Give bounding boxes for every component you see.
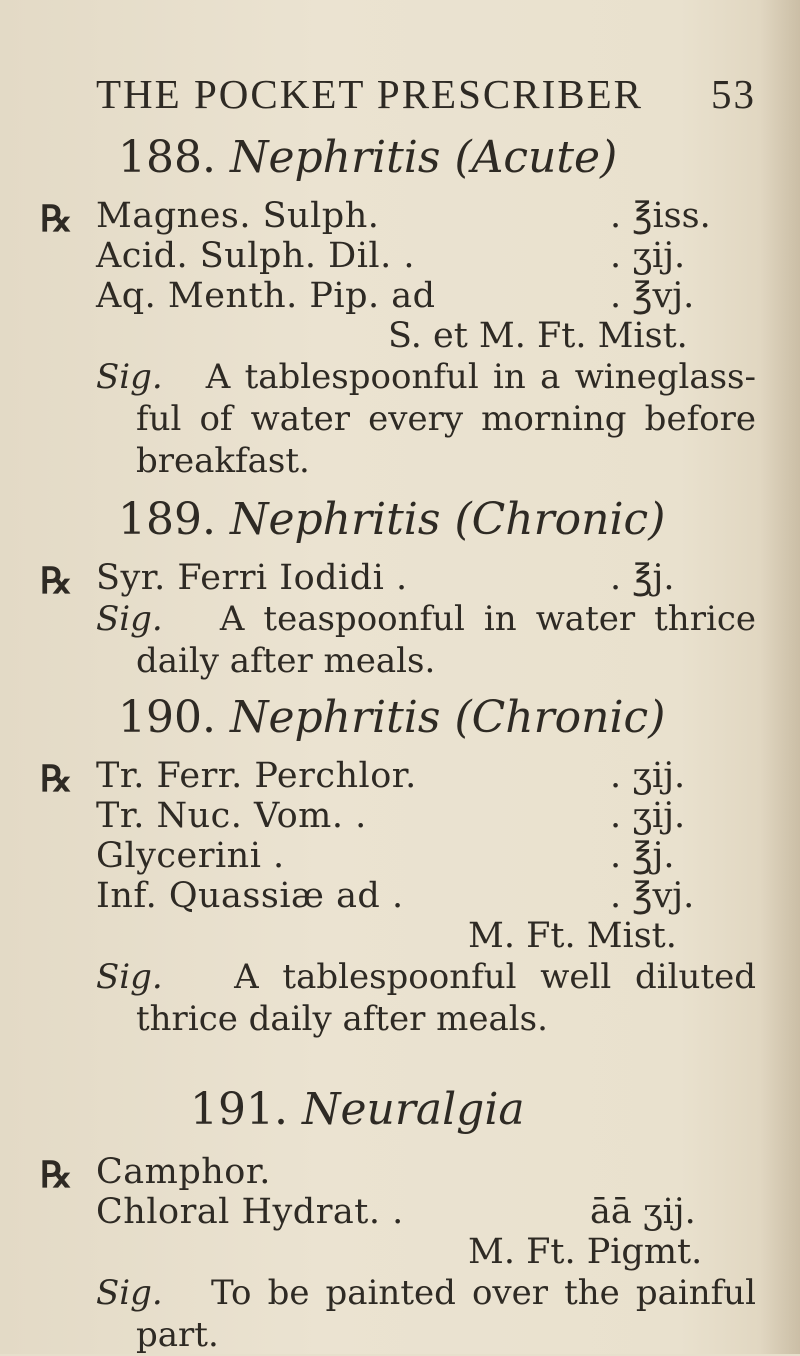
ingredient-name: Camphor. (96, 1152, 271, 1192)
ingredient-quantity: . ℥vj. (610, 876, 695, 916)
rx-symbol: ℞ (40, 1155, 73, 1195)
ingredient-name: Tr. Nuc. Vom. . (96, 796, 367, 836)
rx-symbol: ℞ (40, 561, 73, 601)
ingredient-quantity: āā ʒij. (590, 1192, 696, 1232)
ingredient-quantity: . ℥j. (610, 558, 675, 598)
ingredient-name: Magnes. Sulph. (96, 196, 380, 236)
ingredient-quantity: . ℥iss. (610, 196, 711, 236)
ingredient-name: Inf. Quassiæ ad . (96, 876, 404, 916)
ingredient-name: Glycerini . (96, 836, 285, 876)
ingredient-name: Aq. Menth. Pip. ad (96, 276, 436, 316)
ingredient-name: Acid. Sulph. Dil. . (96, 236, 415, 276)
signa-directions: Sig. A tablespoonful in a wineglass- ful of water every morning before breakfast. (96, 357, 756, 481)
ingredient-name: Tr. Ferr. Perchlor. (96, 756, 417, 796)
ingredient-name: Chloral Hydrat. . (96, 1192, 404, 1232)
mix-instruction: M. Ft. Mist. (468, 916, 677, 956)
page-number: 53 (711, 71, 756, 117)
ingredient-quantity: . ʒij. (610, 796, 686, 836)
recipe-189-title: 189. Nephritis (Chronic) (118, 494, 666, 545)
signa-directions: Sig. A teaspoonful in water thrice daily after meals. (96, 599, 756, 681)
page-edge-shadow (760, 0, 800, 1354)
running-header (96, 70, 756, 130)
ingredient-quantity: . ℥vj. (610, 276, 695, 316)
ingredient-name: Syr. Ferri Iodidi . (96, 558, 408, 598)
header-title: THE POCKET PRESCRIBER (96, 71, 643, 117)
signa-directions: Sig. A tablespoonful well diluted thrice daily after meals. (96, 957, 756, 1039)
recipe-191-title: 191. Neuralgia (190, 1084, 525, 1135)
ingredient-quantity: . ʒij. (610, 756, 686, 796)
ingredient-quantity: . ʒij. (610, 236, 686, 276)
ingredient-quantity: . ℥j. (610, 836, 675, 876)
rx-symbol: ℞ (40, 199, 73, 239)
recipe-188-title: 188. Nephritis (Acute) (118, 132, 618, 183)
mix-instruction: S. et M. Ft. Mist. (388, 316, 688, 356)
mix-instruction: M. Ft. Pigmt. (468, 1232, 703, 1272)
rx-symbol: ℞ (40, 759, 73, 799)
signa-directions: Sig. To be painted over the painful part. (96, 1273, 756, 1355)
recipe-190-title: 190. Nephritis (Chronic) (118, 692, 666, 743)
